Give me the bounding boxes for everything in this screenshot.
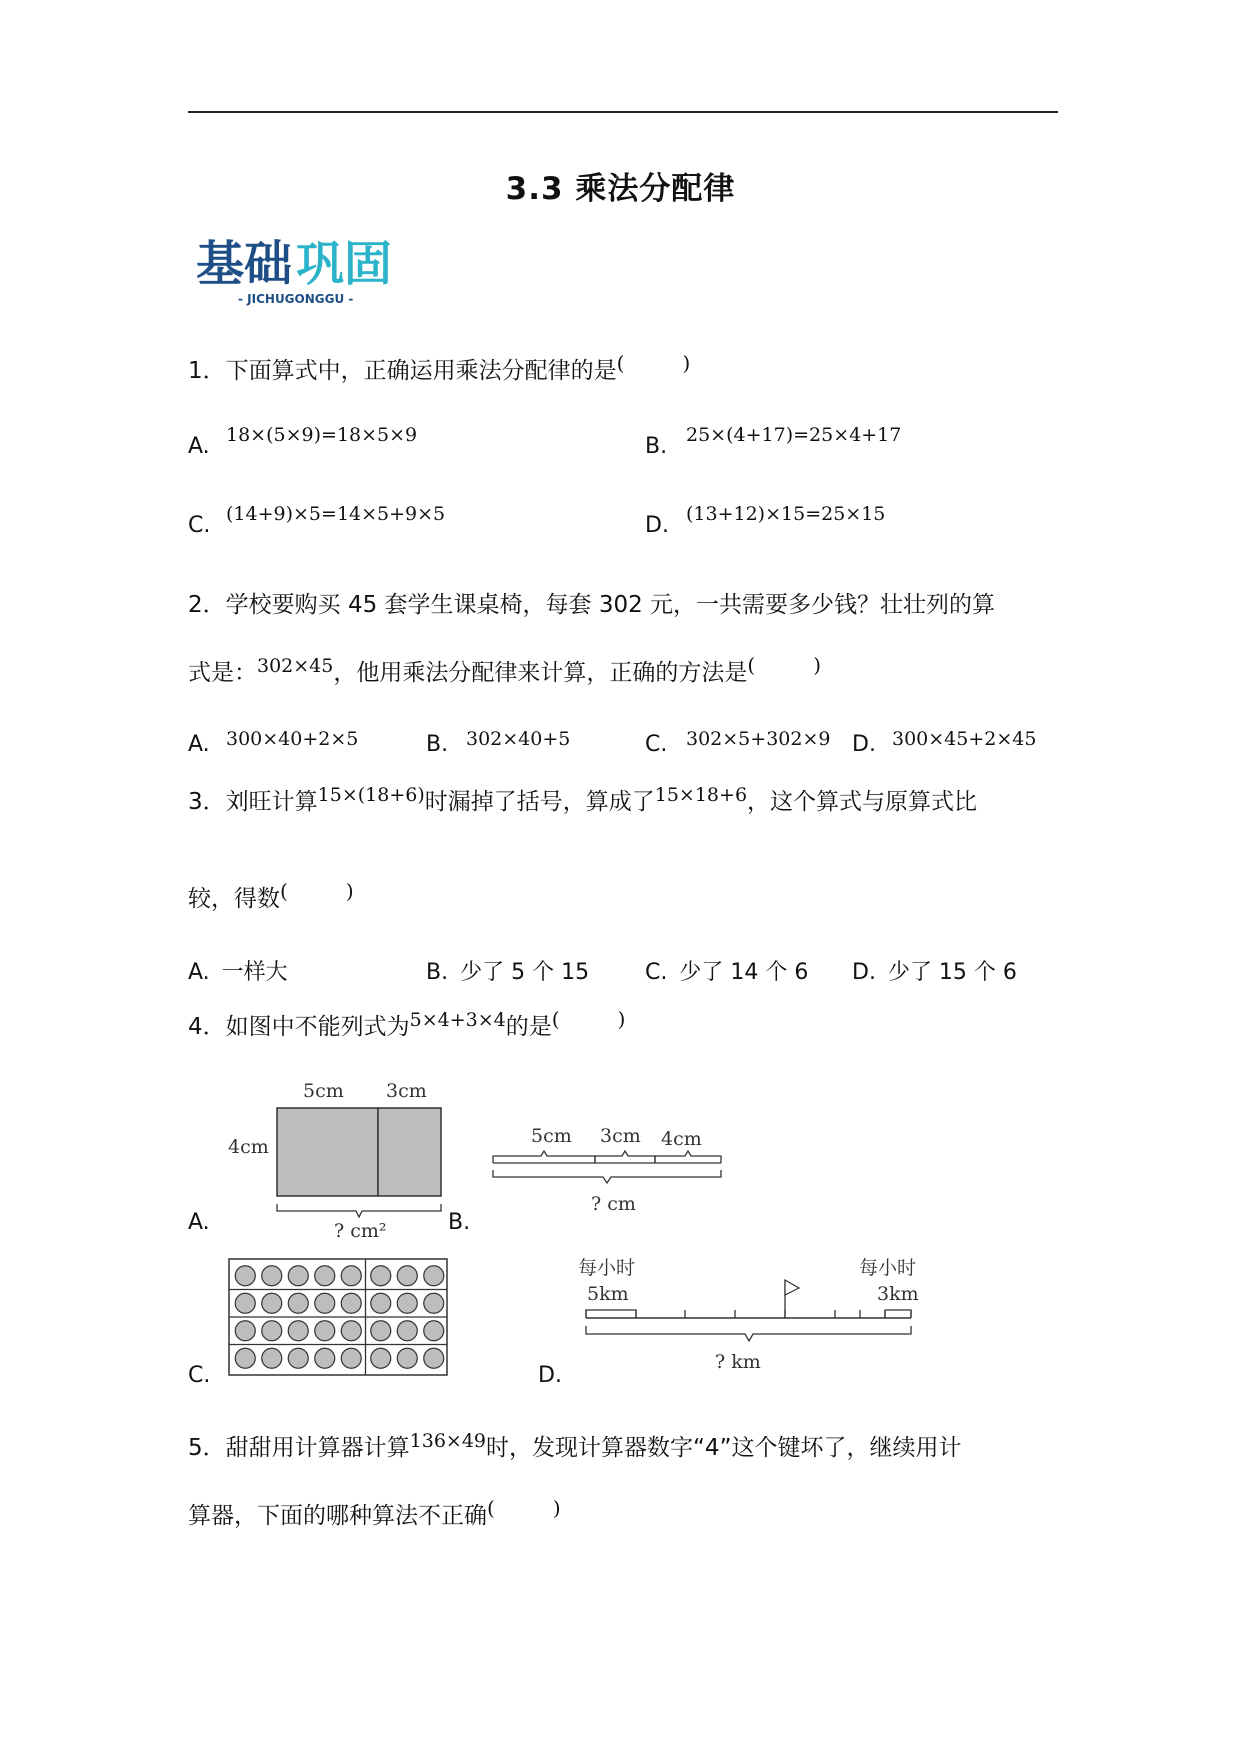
q5-math: 136×49 bbox=[409, 1430, 487, 1452]
q2-line2-post: ，他用乘法分配律来计算，正确的方法是 bbox=[333, 660, 748, 686]
q3-line2: 较，得数 bbox=[188, 886, 280, 912]
option-text: 少了 14 个 6 bbox=[679, 960, 809, 985]
fig-c-dot bbox=[424, 1266, 444, 1286]
option-text: 少了 5 个 15 bbox=[460, 960, 590, 985]
q3-option-b bbox=[426, 955, 589, 986]
fig-d-right-bracket bbox=[885, 1310, 911, 1318]
fig-c-dot bbox=[371, 1266, 391, 1286]
q3-paren-open: ( bbox=[280, 879, 288, 903]
q4-figure-b bbox=[485, 1120, 745, 1235]
fig-c-dot bbox=[288, 1293, 308, 1313]
fig-a-bottom: ? cm² bbox=[334, 1220, 387, 1240]
option-text: 一样大 bbox=[221, 960, 288, 985]
q3-math2: 15×18+6 bbox=[654, 784, 748, 806]
option-label: A. bbox=[188, 434, 210, 459]
badge-sub-text: - JICHUGONGGU - bbox=[238, 292, 354, 306]
q5-post: 时，发现计算器数字“4”这个键坏了，继续用计 bbox=[486, 1435, 962, 1461]
fig-c-dot bbox=[315, 1321, 335, 1341]
fig-b-bottom: ? cm bbox=[591, 1193, 636, 1215]
q4-option-b: B. bbox=[448, 1210, 471, 1235]
fig-c-dot bbox=[371, 1293, 391, 1313]
q4-figure-c bbox=[228, 1258, 493, 1380]
fig-d-right-top: 每小时 bbox=[859, 1257, 917, 1279]
fig-a-top2: 3cm bbox=[386, 1080, 427, 1102]
badge-graphic bbox=[196, 232, 416, 308]
fig-c-dot bbox=[235, 1321, 255, 1341]
q4-option-a: A. bbox=[188, 1210, 210, 1235]
option-text: 少了 15 个 6 bbox=[887, 960, 1017, 985]
page-title: 3.3 乘法分配律 bbox=[505, 171, 736, 207]
fig-d-left-bracket bbox=[586, 1310, 636, 1318]
fig-a-top1: 5cm bbox=[303, 1080, 344, 1102]
q3-math1: 15×(18+6) bbox=[317, 784, 425, 806]
q4-figure-d bbox=[575, 1250, 940, 1395]
q2-option-b: B. bbox=[426, 732, 449, 757]
q2-option-b-expr: 302×40+5 bbox=[466, 728, 571, 750]
fig-b-brace-1 bbox=[493, 1151, 595, 1163]
fig-c-dot bbox=[262, 1321, 282, 1341]
q2-paren-close: ) bbox=[813, 653, 821, 677]
fig-c-dot bbox=[397, 1348, 417, 1368]
q4-stem bbox=[188, 1008, 625, 1041]
fig-c-dot bbox=[262, 1266, 282, 1286]
fig-d-total-brace bbox=[586, 1326, 911, 1341]
fig-a-rect-left bbox=[277, 1108, 378, 1196]
badge-accent-text: 巩固 bbox=[296, 236, 393, 292]
q2-line2-pre: 式是： bbox=[188, 660, 257, 686]
q1-option-c bbox=[188, 513, 210, 538]
fig-c-dot bbox=[288, 1321, 308, 1341]
fig-b-s2: 3cm bbox=[600, 1125, 641, 1147]
q3-paren-close: ) bbox=[345, 879, 354, 903]
q3-stem-line2 bbox=[188, 880, 354, 913]
q4-pre: 4．如图中不能列式为 bbox=[188, 1014, 410, 1040]
q2-stem-line1: 2．学校要购买 45 套学生课桌椅，每套 302 元，一共需要多少钱？壮壮列的算 bbox=[188, 592, 996, 618]
option-label: D. bbox=[645, 513, 669, 538]
badge-main-text: 基础 bbox=[196, 236, 293, 292]
q5-stem-line2 bbox=[188, 1497, 561, 1530]
option-label: C. bbox=[645, 960, 668, 985]
fig-c-dot bbox=[262, 1293, 282, 1313]
fig-c-dot bbox=[371, 1321, 391, 1341]
fig-c-dot bbox=[397, 1266, 417, 1286]
fig-d-right-speed: 3km bbox=[877, 1283, 919, 1305]
fig-d-left-top: 每小时 bbox=[578, 1257, 636, 1279]
fig-d-bottom: ? km bbox=[715, 1351, 761, 1373]
fig-c-dot bbox=[262, 1348, 282, 1368]
fig-b-total-brace bbox=[493, 1170, 721, 1183]
section-badge bbox=[196, 232, 416, 308]
q1-option-d bbox=[645, 513, 669, 538]
q1-paren-close: ) bbox=[682, 351, 691, 375]
q4-figure-a bbox=[220, 1075, 450, 1240]
q5-line2: 算器，下面的哪种算法不正确 bbox=[188, 1503, 487, 1529]
q5-pre: 5．甜甜用计算器计算 bbox=[188, 1435, 410, 1461]
q1-option-a bbox=[188, 434, 210, 459]
fig-c-dot bbox=[341, 1293, 361, 1313]
fig-b-brace-2 bbox=[595, 1151, 655, 1163]
q1-stem bbox=[188, 352, 690, 385]
q1-stem-text: 1．下面算式中，正确运用乘法分配律的是 bbox=[188, 358, 617, 384]
fig-c-dot bbox=[235, 1266, 255, 1286]
q5-paren-open: ( bbox=[487, 1496, 495, 1520]
q1-option-b-expr: 25×(4+17)=25×4+17 bbox=[686, 424, 902, 446]
fig-c-dot bbox=[341, 1266, 361, 1286]
fig-c-dot bbox=[371, 1348, 391, 1368]
q5-paren-close: ) bbox=[552, 1496, 561, 1520]
q3-stem-line1 bbox=[188, 783, 977, 816]
fig-c-dot bbox=[288, 1266, 308, 1286]
q3-pre: 3．刘旺计算 bbox=[188, 789, 318, 815]
q4-math: 5×4+3×4 bbox=[409, 1009, 506, 1031]
option-label: B. bbox=[645, 434, 668, 459]
fig-a-rect-right bbox=[378, 1108, 441, 1196]
fig-c-dot bbox=[288, 1348, 308, 1368]
fig-c-dot bbox=[424, 1293, 444, 1313]
q2-option-c: C. bbox=[645, 732, 668, 757]
fig-d-ticks bbox=[586, 1310, 911, 1318]
q3-option-c bbox=[645, 955, 808, 986]
q1-option-d-expr: (13+12)×15=25×15 bbox=[686, 503, 886, 525]
q3-mid: 时漏掉了括号，算成了 bbox=[424, 789, 655, 815]
fig-a-brace bbox=[277, 1204, 441, 1217]
q2-option-a-expr: 300×40+2×5 bbox=[226, 728, 359, 750]
q1-option-a-expr: 18×(5×9)=18×5×9 bbox=[226, 424, 418, 446]
q2-line2-math: 302×45 bbox=[257, 655, 334, 677]
q2-paren-open: ( bbox=[747, 653, 756, 677]
flag-icon bbox=[785, 1280, 799, 1295]
q3-option-a bbox=[188, 955, 288, 986]
fig-c-dot bbox=[315, 1293, 335, 1313]
q4-paren-open: ( bbox=[551, 1007, 560, 1031]
option-label: A. bbox=[188, 960, 210, 985]
q4-option-d: D. bbox=[538, 1363, 562, 1388]
fig-c-dot bbox=[341, 1321, 361, 1341]
header-rule bbox=[188, 111, 1058, 113]
fig-b-brace-3 bbox=[655, 1151, 721, 1163]
q4-paren-close: ) bbox=[617, 1007, 626, 1031]
fig-b-s1: 5cm bbox=[531, 1125, 572, 1147]
fig-c-dot bbox=[315, 1348, 335, 1368]
fig-c-dot bbox=[424, 1321, 444, 1341]
fig-b-s3: 4cm bbox=[661, 1128, 702, 1150]
q4-option-c: C. bbox=[188, 1363, 211, 1388]
q3-post: ，这个算式与原算式比 bbox=[747, 789, 978, 815]
q1-option-b bbox=[645, 434, 667, 459]
fig-d-left-speed: 5km bbox=[587, 1283, 629, 1305]
q4-post: 的是 bbox=[505, 1014, 552, 1040]
q2-stem-line2 bbox=[188, 654, 821, 687]
fig-c-dot bbox=[341, 1348, 361, 1368]
q2-option-d: D. bbox=[852, 732, 876, 757]
fig-c-dot bbox=[424, 1348, 444, 1368]
fig-c-dot bbox=[315, 1266, 335, 1286]
q2-option-d-expr: 300×45+2×45 bbox=[892, 728, 1037, 750]
fig-c-dot bbox=[397, 1293, 417, 1313]
fig-c-dot bbox=[235, 1293, 255, 1313]
q3-option-d bbox=[852, 955, 1017, 986]
q2-option-c-expr: 302×5+302×9 bbox=[686, 728, 831, 750]
option-label: B. bbox=[426, 960, 449, 985]
option-label: C. bbox=[188, 513, 211, 538]
option-label: D. bbox=[852, 960, 876, 985]
q1-paren-open: ( bbox=[616, 351, 625, 375]
fig-c-dot bbox=[235, 1348, 255, 1368]
q5-stem-line1 bbox=[188, 1429, 961, 1462]
fig-a-left: 4cm bbox=[228, 1136, 269, 1158]
q2-option-a: A. bbox=[188, 732, 210, 757]
q1-option-c-expr: (14+9)×5=14×5+9×5 bbox=[226, 503, 446, 525]
fig-c-dot bbox=[397, 1321, 417, 1341]
